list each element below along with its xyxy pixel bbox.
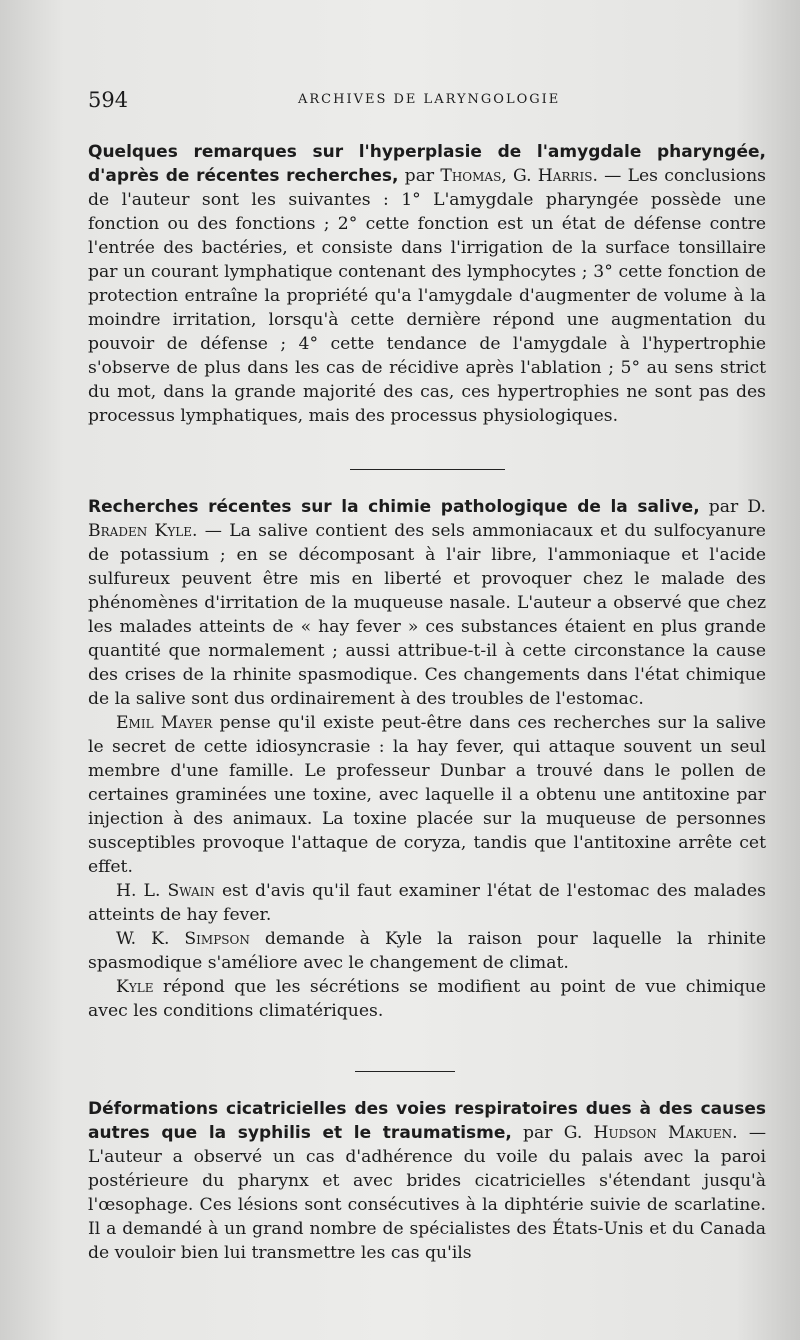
article-title: Quelques remarques sur l'hyperplasie de l'amygdale pharyngée, d'après de récentes recherches, [88,142,766,186]
discussion-paragraph [88,927,766,975]
article-authors: Braden Kyle. [88,521,198,541]
article-paragraph [88,140,766,428]
discussion-paragraph [88,975,766,1023]
byline-prefix: par [398,166,441,186]
discussion-text: pense qu'il existe peut-être dans ces recherches sur la salive le secret de cette idiosyncrasie : la hay fever, qui attaque souvent un seul membre d'une famille. Le professeur Dunbar a trouvé dans le pollen de certaines graminées une toxine, avec laquelle il a obtenu une antitoxine par injection à des animaux. La toxine placée sur la muqueuse de personnes susceptibles provoque l'attaque de coryza, tandis que l'antitoxine arrête cet effet. [88,713,766,877]
discussion-text: répond que les sécrétions se modifient au point de vue chimique avec les conditions climatériques. [88,977,766,1021]
byline-prefix: par D. [699,497,767,517]
discussion-text: demande à Kyle la raison pour laquelle la rhinite spasmodique s'améliore avec le changement de climat. [88,929,766,973]
article-deformations [88,1097,766,1265]
article-body: — L'auteur a observé un cas d'adhérence du voile du palais avec la paroi postérieure du pharynx et avec brides cicatricielles s'étendant jusqu'à l'œsophage. Ces lésions sont consécutives à la diphtérie suivie de scarlatine. Il a demandé à un grand nombre de spécialistes des États-Unis et du Canada de vouloir bien lui transmettre les cas qu'ils [88,1123,767,1263]
article-paragraph [88,495,766,711]
discussion-text: est d'avis qu'il faut examiner l'état de l'estomac des malades atteints de hay fever. [88,881,766,925]
running-title: ARCHIVES DE LARYNGOLOGIE [298,92,561,107]
discussant-name: W. K. Simpson [116,929,250,949]
byline-prefix: par G. [511,1123,594,1143]
section-divider [355,1071,455,1072]
discussion-paragraph [88,711,766,879]
page-number: 594 [88,88,129,112]
discussant-name: Emil Mayer [116,713,213,733]
discussion-paragraph [88,879,766,927]
article-paragraph [88,1097,766,1265]
article-authors: Thomas, G. Harris. [440,166,598,186]
section-divider [350,469,505,470]
discussant-name: Kyle [116,977,154,997]
article-title: Déformations cicatricielles des voies respiratoires dues à des causes autres que la syphilis et le traumatisme, [88,1099,766,1143]
article-body: — Les conclusions de l'auteur sont les suivantes : 1° L'amygdale pharyngée possède une fonction ou des fonctions ; 2° cette fonction est un état de défense contre l'entrée des bactéries, et consiste dans l'irrigation de la surface tonsillaire par un courant lymphatique contenant des lymphocytes ; 3° cette fonction de protection entraîne la propriété qu'a l'amygdale d'augmenter de volume à la moindre irritation, lorsqu'à cette dernière répond une augmentation du pouvoir de défense ; 4° cette tendance de l'amygdale à l'hypertrophie s'observe de plus dans les cas de récidive après l'ablation ; 5° au sens strict du mot, dans la grande majorité des cas, ces hypertrophies ne sont pas des processus lymphatiques, mais des processus physiologiques. [88,166,766,426]
article-amygdale [88,140,766,428]
article-salive [88,495,766,1023]
discussant-name: H. L. Swain [116,881,215,901]
article-authors: Hudson Makuen. [593,1123,738,1143]
article-body: — La salive contient des sels ammoniacaux et du sulfocyanure de potassium ; en se décomposant à l'air libre, l'ammoniaque et l'acide sulfureux peuvent être mis en liberté et provoquer chez le malade des phénomènes d'irritation de la muqueuse nasale. L'auteur a observé que chez les malades atteints de « hay fever » ces substances étaient en plus grande quantité que normalement ; aussi attribue-t-il à cette circonstance la cause des crises de la rhinite spasmodique. Ces changements dans l'état chimique de la salive sont dus ordinairement à des troubles de l'estomac. [88,521,766,709]
page-header [88,88,748,118]
article-title: Recherches récentes sur la chimie pathologique de la salive, [88,497,700,517]
